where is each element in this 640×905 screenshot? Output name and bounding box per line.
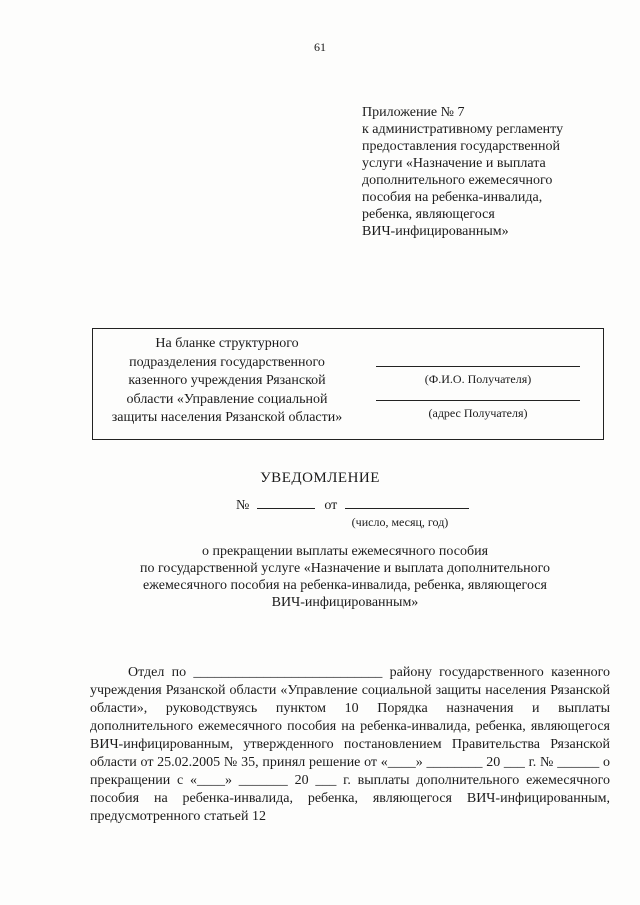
appendix-line: к административному регламенту bbox=[362, 122, 564, 137]
recipient-name-caption: (Ф.И.О. Получателя) bbox=[424, 372, 532, 386]
appendix-line: предоставления государственной bbox=[362, 139, 561, 154]
letterhead-note bbox=[92, 335, 362, 428]
date-caption: (число, месяц, год) bbox=[351, 515, 449, 529]
subject-line: ежемесячного пособия на ребенка-инвалида, ребенка, являющегося bbox=[143, 578, 547, 593]
appendix-block bbox=[362, 104, 612, 240]
body-paragraph: Отдел по ___________________________ району государственного казенного учреждения Рязанской области «Управление социальной защиты населения Рязанской области», руководствуясь пунктом 10 Порядка назначения и выплаты дополнительного ежемесячного пособия на ребенка-инвалида, ребенка, являющегося ВИЧ-инфицированным, утвержденного постановлением Правительства Рязанской области от 25.02.2005 № 35, принял решение от «____» ________ 20 ___ г. № ______ о прекращении с «____» _______ 20 ___ г. выплаты дополнительного ежемесячного пособия на ребенка-инвалида, ребенка, являющегося ВИЧ-инфицированным, предусмотренного статьей 12 bbox=[90, 665, 610, 824]
letterhead-line: На бланке структурного bbox=[155, 336, 299, 351]
recipient-address-line[interactable] bbox=[376, 400, 580, 401]
notice-date-field[interactable] bbox=[345, 497, 469, 509]
appendix-line: ВИЧ-инфицированным» bbox=[362, 224, 509, 239]
letterhead-line: подразделения государственного bbox=[129, 354, 325, 370]
notice-title: УВЕДОМЛЕНИЕ bbox=[260, 470, 380, 486]
notice-number-row bbox=[236, 497, 469, 514]
letterhead-line: казенного учреждения Рязанской bbox=[128, 373, 326, 388]
subject-line: ВИЧ-инфицированным» bbox=[271, 595, 419, 610]
subject-line: по государственной услуге «Назначение и выплата дополнительного bbox=[139, 561, 551, 576]
appendix-line: дополнительного ежемесячного bbox=[362, 173, 553, 188]
number-label: № bbox=[236, 498, 250, 513]
letterhead-line: области «Управление социальной bbox=[126, 391, 328, 407]
from-label: от bbox=[324, 498, 338, 513]
appendix-line: услуги «Назначение и выплата bbox=[362, 156, 546, 171]
subject-line: о прекращении выплаты ежемесячного пособия bbox=[201, 544, 489, 559]
page-number: 61 bbox=[314, 40, 326, 54]
letterhead-line: защиты населения Рязанской области» bbox=[111, 410, 343, 425]
recipient-address-caption: (адрес Получателя) bbox=[428, 406, 528, 420]
recipient-name-line[interactable] bbox=[376, 366, 580, 367]
appendix-title: Приложение № 7 bbox=[362, 105, 465, 120]
appendix-line: ребенка, являющегося bbox=[362, 207, 495, 222]
notice-number-field[interactable] bbox=[257, 497, 315, 509]
notice-body bbox=[90, 664, 610, 826]
appendix-line: пособия на ребенка-инвалида, bbox=[362, 190, 543, 205]
notice-subject bbox=[110, 543, 580, 611]
